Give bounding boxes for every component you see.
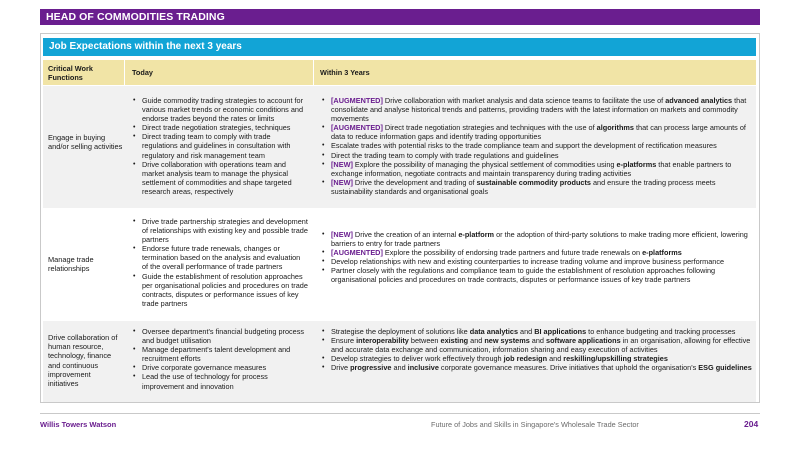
function-label: Drive collaboration of human resource, technology, finance and continuous improvement initiatives xyxy=(48,333,118,389)
footer-divider xyxy=(40,413,760,414)
section-title: HEAD OF COMMODITIES TRADING xyxy=(46,11,225,23)
list-item: • Endorse future trade renewals, changes or termination based on the analysis and evaluation of the overall performance of trade partners xyxy=(132,244,308,271)
future-list xyxy=(321,230,753,285)
list-item: • [AUGMENTED] Explore the possibility of endorsing trade partners and future trade renewals on e-platforms xyxy=(321,248,753,257)
list-item: • Lead the use of technology for process improvement and innovation xyxy=(132,372,308,390)
function-label: Manage trade relationships xyxy=(48,255,94,274)
list-item: • Guide commodity trading strategies to account for various market trends or economic conditions and endorse trades beyond the rates or limits xyxy=(132,96,308,123)
report-title: Future of Jobs and Skills in Singapore's Wholesale Trade Sector xyxy=(431,420,639,429)
future-list xyxy=(321,327,753,372)
list-item: • [AUGMENTED] Direct trade negotiation strategies and techniques with the use of algorithms that can process large amounts of data to reduce information gaps and identify trading opportunities xyxy=(321,123,753,141)
header-today: Today xyxy=(132,68,153,77)
list-item: • Develop strategies to deliver work effectively through job redesign and reskilling/upskilling strategies xyxy=(321,354,753,363)
list-item: • Direct trading team to comply with trade regulations and guidelines in consultation with regulatory and risk management team xyxy=(132,132,308,159)
list-item: • Drive trade partnership strategies and development of relationships with existing key and possible trade partners xyxy=(132,217,308,244)
header-cell-future xyxy=(314,60,756,85)
list-item: • Direct trade negotiation strategies, techniques xyxy=(132,123,308,132)
list-item: • Oversee department's financial budgeting process and budget utilisation xyxy=(132,327,308,345)
header-future: Within 3 Years xyxy=(320,68,370,77)
list-item: • Partner closely with the regulations and compliance team to guide the establishment of resolution approaches following organisational policies and procedures on trade contracts, disputes or performance issues of key trade partners xyxy=(321,266,753,284)
header-cell-functions xyxy=(43,60,124,85)
header-functions: Critical Work Functions xyxy=(48,64,93,82)
today-list xyxy=(132,217,308,308)
list-item: • Guide the establishment of resolution approaches per organisational policies and procedures on trade contracts, disputes or performance issues of key trade partners xyxy=(132,272,308,308)
function-label: Engage in buying and/or selling activities xyxy=(48,133,123,152)
future-list xyxy=(321,96,753,196)
list-item: • Escalate trades with potential risks to the trade compliance team and support the development of rectification measures xyxy=(321,141,753,150)
list-item: • Ensure interoperability between existing and new systems and software applications in an organisation, allowing for effective and accurate data exchange and communication, information sharing and easy execution of activities xyxy=(321,336,753,354)
section-banner xyxy=(40,9,760,25)
list-item: • Strategise the deployment of solutions like data analytics and BI applications to enhance budgeting and tracking processes xyxy=(321,327,753,336)
today-list xyxy=(132,327,308,391)
list-item: • [AUGMENTED] Drive collaboration with market analysis and data science teams to facilitate the use of advanced analytics that consolidate and analyse historical trends and patterns, providing traders with the latest information on markets and commodity movements xyxy=(321,96,753,123)
list-item: • Manage department's talent development and recruitment efforts xyxy=(132,345,308,363)
table-row xyxy=(43,321,756,402)
today-list xyxy=(132,96,308,196)
list-item: • Direct the trading team to comply with trade regulations and guidelines xyxy=(321,151,753,160)
list-item: • Drive corporate governance measures xyxy=(132,363,308,372)
list-item: • [NEW] Drive the creation of an internal e-platform or the adoption of third-party solutions to make trading more efficient, lowering barriers to entry for trade partners xyxy=(321,230,753,248)
subsection-banner xyxy=(43,38,756,56)
list-item: • [NEW] Drive the development and trading of sustainable commodity products and ensure the trading process meets sustainability standards and organisational goals xyxy=(321,178,753,196)
list-item: • Develop relationships with new and existing counterparties to increase trading volume and improve business performance xyxy=(321,257,753,266)
subsection-title: Job Expectations within the next 3 years xyxy=(49,41,242,52)
list-item: • Drive progressive and inclusive corporate governance measures. Drive initiatives that uphold the organisation's ESG guidelines xyxy=(321,363,753,372)
company-logo: Willis Towers Watson xyxy=(40,420,117,429)
table-row xyxy=(43,86,756,208)
table-row xyxy=(43,209,756,320)
header-cell-today xyxy=(125,60,313,85)
page-number: 204 xyxy=(744,419,759,429)
list-item: • [NEW] Explore the possibility of managing the physical settlement of commodities using e-platforms that enable partners to exchange information, negotiate contracts and maintain transparency during trading activities xyxy=(321,160,753,178)
list-item: • Drive collaboration with operations team and market analysis team to manage the physical settlement of commodities and shape targeted research areas, respectively xyxy=(132,160,308,196)
